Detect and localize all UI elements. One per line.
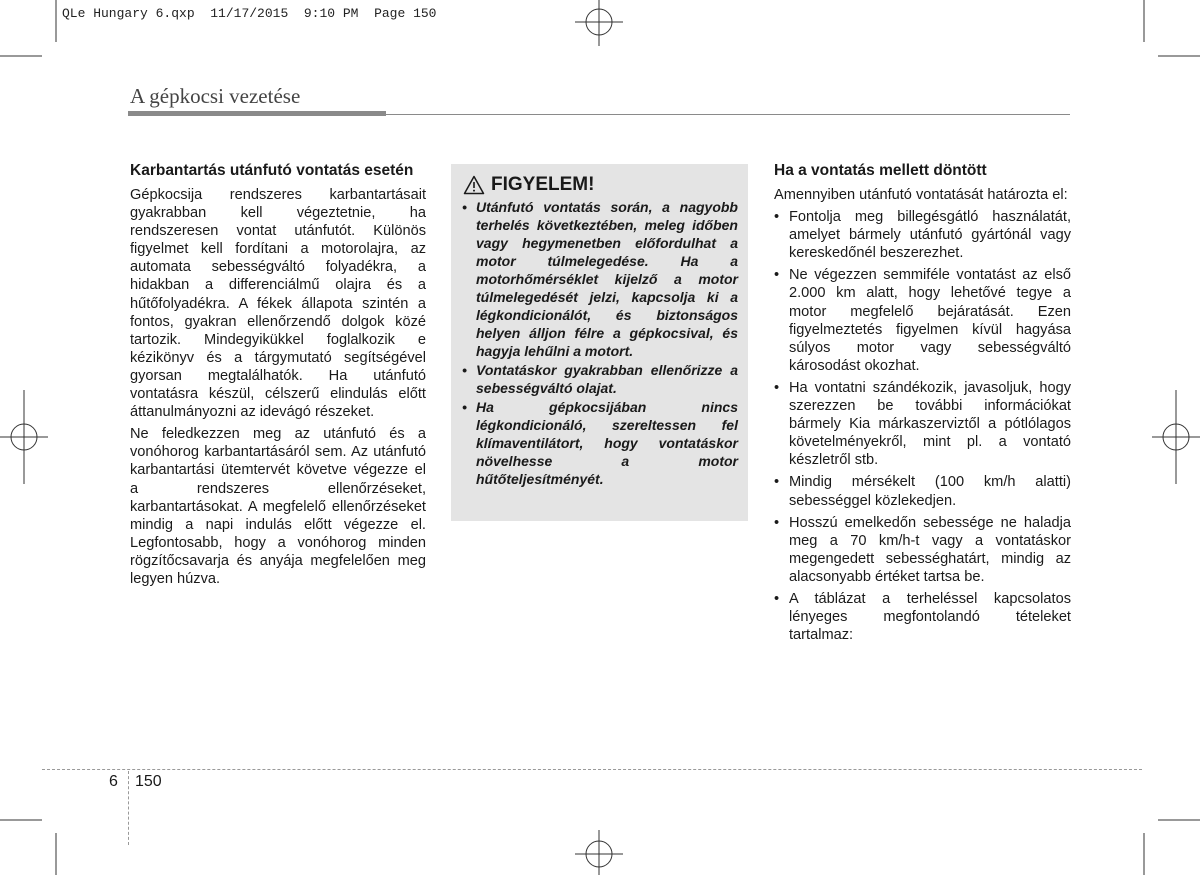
warning-item: • Utánfutó vontatás során, a nagyobb terhelés következtében, meleg időben vagy hegymenetben előfordulhat a motor túlmelegedése. Ha a motorhőmérséklet kijelző a motor túlmelegedését jelzi, kapcsolja ki a légkondicionálót, és biztonságos helyen álljon félre a gépkocsival, és hagyja lehűlni a motort.: [462, 198, 738, 360]
slug-file: QLe Hungary 6.qxp: [62, 6, 195, 21]
right-column: [774, 162, 1071, 648]
section-number: 6: [109, 773, 118, 790]
slug-page-label: Page 150: [374, 6, 437, 21]
right-intro: Amennyiben utánfutó vontatását határozta el:: [774, 187, 1068, 203]
left-heading: Karbantartás utánfutó vontatás esetén: [130, 162, 414, 179]
footer-rule: [42, 769, 1142, 770]
warning-triangle-icon: [463, 175, 485, 195]
left-column: [130, 162, 426, 592]
warning-box: [451, 164, 748, 521]
right-list: [774, 208, 1071, 644]
registration-mark-icon: [575, 830, 623, 875]
registration-mark-icon: [0, 390, 48, 484]
page-section-title: A gépkocsi vezetése: [130, 84, 301, 108]
left-paragraph: Gépkocsija rendszeres karbantartásait gyakrabban kell végeztetnie, ha rendszeresen vontat utánfutót. Különös figyelmet kell fordítani a motorolajra, az automata sebességváltó folyadékra, a hidakban a differenciálmű olajra és a hűtőfolyadékra. A fékek állapota szintén a fontos, gyakran ellenőrzendő dolgok közé tartozik. Mindegyikükkel foglalkozik e kézikönyv és a tárgymutató segítségével gyorsan megtalálhatók. Ha utánfutó vontatásra készül, célszerű elindulás előtt áttanulmányozni az idevágó részeket.: [130, 187, 426, 421]
slug-date: 11/17/2015: [210, 6, 289, 21]
footer-divider: [128, 771, 129, 845]
right-list-item: • Mindig mérsékelt (100 km/h alatti) sebességgel közlekedjen.: [774, 473, 1071, 509]
header-rule-thin: [386, 114, 1070, 115]
right-heading: Ha a vontatás mellett döntött: [774, 162, 987, 179]
right-list-item: • Ha vontatni szándékozik, javasoljuk, hogy szerezzen be további információkat bármely Kia márkaszerviztől a pótlólagos követelményekről, mint pl. a vontató készletről stb.: [774, 379, 1071, 469]
warning-item: • Ha gépkocsijában nincs légkondicionáló, szereltessen fel klímaventilátort, hogy vontatáskor növelhesse a motor hűtőteljesítményét.: [462, 398, 738, 488]
header-rule-thick: [128, 111, 386, 116]
registration-mark-icon: [575, 0, 623, 46]
warning-item: • Vontatáskor gyakrabban ellenőrizze a sebességváltó olajat.: [462, 361, 738, 397]
right-list-item: • A táblázat a terheléssel kapcsolatos lényeges megfontolandó tételeket tartalmaz:: [774, 590, 1071, 644]
left-paragraph: Ne feledkezzen meg az utánfutó és a vonóhorog karbantartásáról sem. Az utánfutó karbantartási ütemtervét követve végezze el a rendszeres ellenőrzéseket, karbantartásokat. A megfelelő ellenőrzéseket mindig a napi indulás előtt végezze el. Legfontosabb, hogy a vonóhorog minden rögzítőcsavarja és anyája megfelelően meg legyen húzva.: [130, 426, 426, 587]
warning-list: [451, 196, 748, 488]
page-number: 150: [135, 773, 162, 790]
right-list-item: • Hosszú emelkedőn sebessége ne haladja meg a 70 km/h-t vagy a vontatáskor megengedett sebességhatárt, mindig az alacsonyabb értéket tartsa be.: [774, 514, 1071, 586]
right-list-item: • Fontolja meg billegésgátló használatát, amelyet bármely utánfutó gyártónál vagy kereskedőnél beszerezhet.: [774, 208, 1071, 262]
warning-title: FIGYELEM!: [491, 174, 595, 195]
right-list-item: • Ne végezzen semmiféle vontatást az első 2.000 km alatt, hogy lehetővé tegye a motor megfelelő bejáratását. Ezen figyelmeztetés figyelmen kívül hagyása súlyos motor vagy sebességváltó károsodást okozhat.: [774, 266, 1071, 375]
warning-header: [451, 164, 748, 196]
slug-time: 9:10 PM: [303, 6, 359, 21]
registration-mark-icon: [1152, 390, 1200, 484]
